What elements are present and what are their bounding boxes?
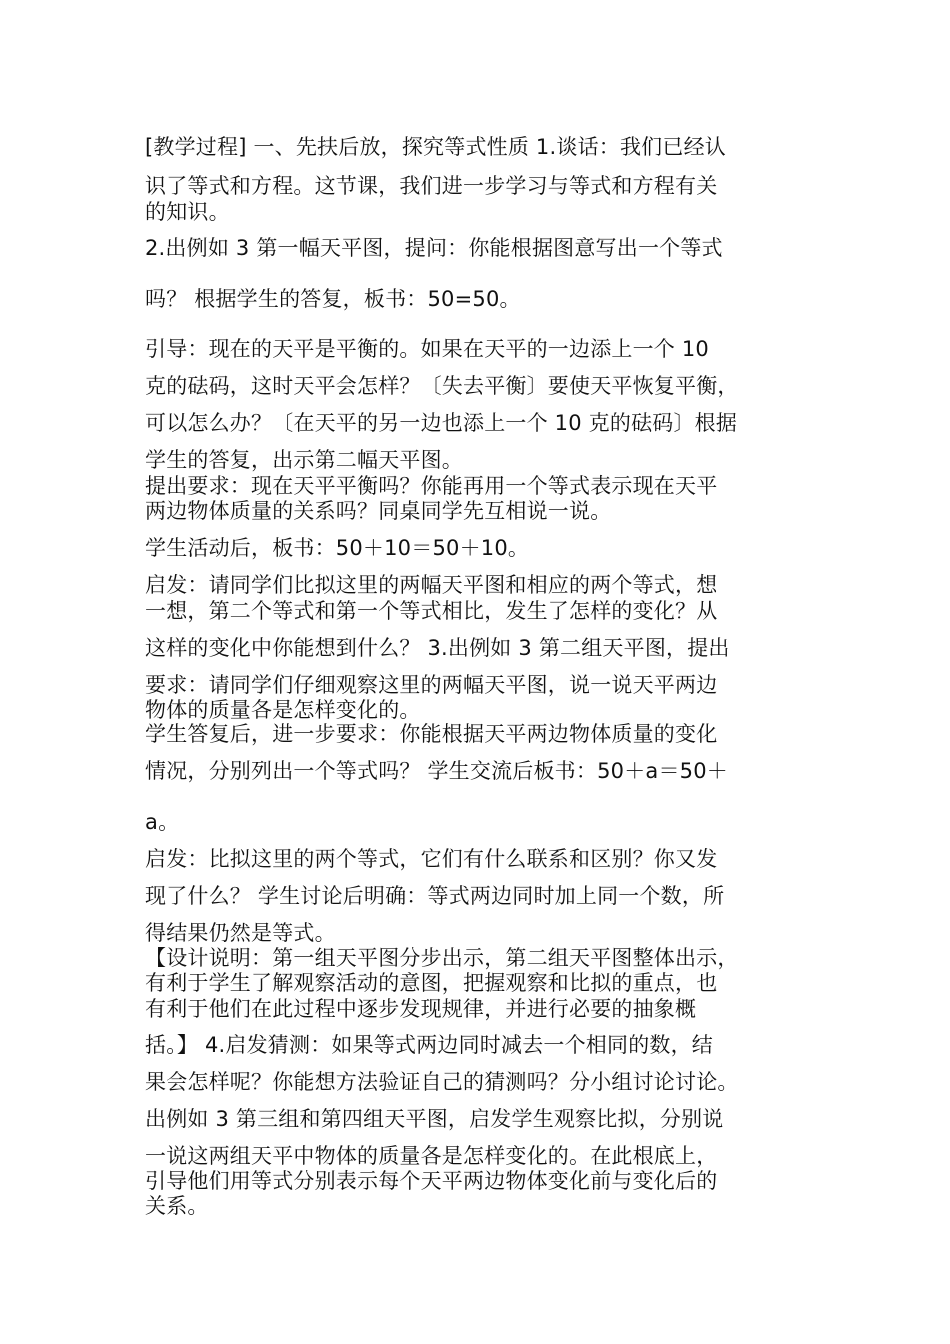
text-line: 学生的答复，出示第二幅天平图。	[145, 448, 463, 472]
text-line: 关系。	[145, 1194, 209, 1218]
text-line: 两边物体质量的关系吗？同桌同学先互相说一说。	[145, 499, 612, 523]
text-line: 有利于他们在此过程中逐步发现规律，并进行必要的抽象概	[145, 997, 697, 1021]
text-line: 2.出例如 3 第一幅天平图，提问：你能根据图意写出一个等式	[145, 236, 723, 260]
text-line: 启发：请同学们比拟这里的两幅天平图和相应的两个等式，想	[145, 573, 718, 597]
text-line: 一想，第二个等式和第一个等式相比，发生了怎样的变化？从	[145, 599, 718, 623]
text-line: 学生答复后，进一步要求：你能根据天平两边物体质量的变化	[145, 722, 718, 746]
text-line: 有利于学生了解观察活动的意图，把握观察和比拟的重点，也	[145, 971, 718, 995]
text-line: 果会怎样呢？你能想方法验证自己的猜测吗？分小组讨论讨论。	[145, 1070, 739, 1094]
text-line: 出例如 3 第三组和第四组天平图，启发学生观察比拟，分别说	[145, 1107, 724, 1131]
text-line: 的知识。	[145, 200, 230, 224]
text-line: 物体的质量各是怎样变化的。	[145, 698, 421, 722]
text-line: 一说这两组天平中物体的质量各是怎样变化的。在此根底上，	[145, 1144, 718, 1168]
text-line: 启发：比拟这里的两个等式，它们有什么联系和区别？你又发	[145, 847, 718, 871]
text-line: 这样的变化中你能想到什么？ 3.出例如 3 第二组天平图，提出	[145, 636, 730, 660]
text-line: 情况，分别列出一个等式吗？ 学生交流后板书：50＋a＝50＋	[145, 759, 728, 783]
text-line: 【设计说明：第一组天平图分步出示，第二组天平图整体出示，	[145, 946, 739, 970]
text-line: 吗？ 根据学生的答复，板书：50=50。	[145, 287, 521, 311]
text-line: 要求：请同学们仔细观察这里的两幅天平图，说一说天平两边	[145, 673, 718, 697]
text-line: 括。】 4.启发猜测：如果等式两边同时减去一个相同的数，结	[145, 1033, 714, 1057]
text-line: 可以怎么办？〔在天平的另一边也添上一个 10 克的砝码〕根据	[145, 411, 738, 435]
text-line: [教学过程] 一、先扶后放，探究等式性质 1.谈话：我们已经认	[145, 135, 726, 159]
text-line: 现了什么？ 学生讨论后明确：等式两边同时加上同一个数，所	[145, 884, 725, 908]
text-line: 学生活动后，板书：50＋10＝50＋10。	[145, 536, 530, 560]
text-line: 克的砝码，这时天平会怎样？〔失去平衡〕要使天平恢复平衡，	[145, 374, 739, 398]
text-line: 引导：现在的天平是平衡的。如果在天平的一边添上一个 10	[145, 337, 709, 361]
text-line: 得结果仍然是等式。	[145, 921, 336, 945]
text-line: a。	[145, 810, 180, 834]
text-line: 引导他们用等式分别表示每个天平两边物体变化前与变化后的	[145, 1169, 718, 1193]
text-line: 识了等式和方程。这节课，我们进一步学习与等式和方程有关	[145, 174, 718, 198]
text-line: 提出要求：现在天平平衡吗？你能再用一个等式表示现在天平	[145, 474, 718, 498]
